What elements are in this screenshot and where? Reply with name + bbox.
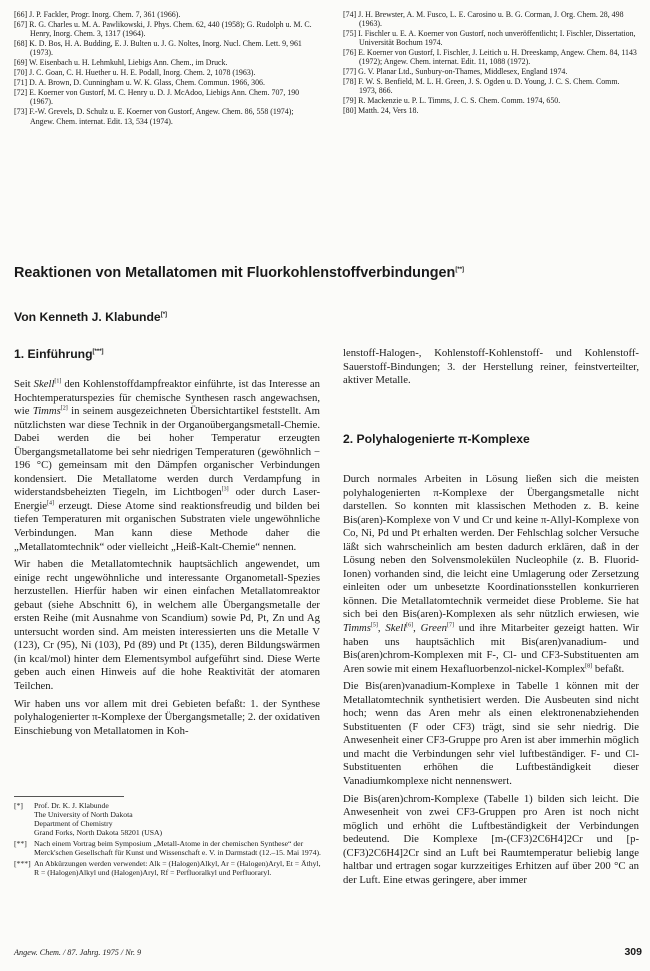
footnote bbox=[14, 801, 322, 837]
reference-entry: [66] J. P. Fackler, Progr. Inorg. Chem. 7, 361 (1966). bbox=[14, 10, 181, 19]
reference-entry: [80] Matth. 24, Vers 18. bbox=[343, 106, 419, 116]
reference-entry: [78] F. W. S. Benfield, M. L. H. Green, J. S. Ogden u. D. Young, J. C. S. Chem. Comm. 1973, 866. bbox=[343, 77, 620, 96]
right-column-continuation bbox=[343, 347, 639, 392]
footnote-text: The University of North Dakota bbox=[34, 810, 133, 819]
reference-entry: [79] R. Mackenzie u. P. L. Timms, J. C. S. Chem. Comm. 1974, 650. bbox=[343, 96, 561, 106]
reference-entry: [70] J. C. Goan, C. H. Huether u. H. E. Podall, Inorg. Chem. 2, 1078 (1963). bbox=[14, 68, 256, 78]
article-title: Reaktionen von Metallatomen mit Fluorkohlenstoffverbindungen[**] bbox=[14, 265, 465, 281]
right-column-text bbox=[343, 473, 639, 891]
footnote-rule bbox=[14, 796, 124, 797]
journal-citation: Angew. Chem. / 87. Jahrg. 1975 / Nr. 9 bbox=[14, 948, 142, 957]
reference-entry: [72] E. Koerner von Gustorf, M. C. Henry u. D. J. McAdoo, Liebigs Ann. Chem. 707, 190 (1967). bbox=[14, 88, 300, 107]
paragraph: Seit Skell[1] den Kohlenstoffdampfreaktor einführte, ist das Interesse an Hochtemperaturspezies für chemische Synthesen rasch angewachsen, wie Timms[2] in seinem ausgezeichneten Übersichtartikel feststellt. Am nützlichsten war diese Technik in der Organoübergangsmetall-Chemie. Dabei werden die bei hoher Temperatur erzeugten Übergangsmetallatome bei sehr niedrigen Temperaturen (gewöhnlich − 196 °C) gemeinsam mit den Dämpfen organischer Verbindungen kondensiert. Die Metallatome werden durch Verdampfung in widerstandsbeheizten Tiegeln, im Lichtbogen[3] oder durch Laser-Energie[4] erzeugt. Diese Atome sind reaktionsfreudig und bilden bei tiefen Temperaturen mit organischen Substraten viele ungewöhnliche Verbindungen. Man kann diese Methode daher die „Metallatomtechnik“ oder vielleicht „Heiß-Kalt-Chemie“ nennen. bbox=[14, 378, 321, 553]
reference-entry: [69] W. Eisenbach u. H. Lehmkuhl, Liebigs Ann. Chem., im Druck. bbox=[14, 58, 228, 68]
reference-entry: [67] R. G. Charles u. M. A. Pawlikowski, J. Phys. Chem. 62, 440 (1958); G. Rudolph u. M. C. Henry, Inorg. Chem. 3, 1317 (1964). bbox=[14, 20, 312, 39]
footnote bbox=[14, 839, 322, 857]
reference-list-left bbox=[14, 10, 319, 127]
footnote-text: An Abkürzungen werden verwendet: Alk = (Halogen)Alkyl, Ar = (Halogen)Aryl, Et = Äthyl, R = (Halogen)Alkyl und (Halogen)Aryl, Rf = Perfluoralkyl und Perfluoraryl. bbox=[34, 859, 321, 877]
paragraph: Wir haben uns vor allem mit drei Gebieten befaßt: 1. der Synthese polyhalogenierter π-Komplexe der Übergangsmetalle; 2. der oxidativen Einschiebung von Metallatomen in Koh- bbox=[14, 697, 320, 737]
reference-entry: [76] E. Koerner von Gustorf, I. Fischler, J. Leitich u. H. Dreeskamp, Angew. Chem. 84, 1143 (1972); Angew. Chem. internat. Edit. 11, 1088 (1972). bbox=[343, 48, 637, 67]
footnote bbox=[14, 859, 322, 877]
footnote-mark: [*] bbox=[14, 801, 23, 810]
paragraph: Wir haben die Metallatomtechnik hauptsächlich angewendet, um einige recht ungewöhnliche und interessante Organometall-Spezies herzustellen. Hierfür haben wir einen einfachen Metallatomreaktor gebaut (siehe Abschnitt 6), in welchem alle Übergangsmetalle der ersten Reihe (mit Ausnahme von Scandium) sowie Pd, Pt, Zn und Ag untersucht worden sind. Am meisten interessierten uns die Metalle V (123), Cr (95), Ni (103), Pd (89) und Pt (135), deren Bildungswärmen (in kcal/mol) hinter dem Elementsymbol aufgeführt sind. Diese Werte geben auch einen Hinweis auf die hohe Reaktivität der atomaren Teilchen. bbox=[14, 558, 320, 693]
reference-entry: [77] G. V. Planar Ltd., Sunbury-on-Thames, Middlesex, England 1974. bbox=[343, 67, 568, 77]
paragraph: Durch normales Arbeiten in Lösung ließen sich die meisten polyhalogenierten π-Komplexe der Übergangsmetalle nicht darstellen. So konnten mit klassischen Methoden z. B. keine Bis(aren)-Komplexe von V und Cr und keine π-Allyl-Komplexe von Co, Ni, Pd und Pt erhalten werden. Der Fehlschlag solcher Versuche läßt sich wahrscheinlich am besten dadurch erklären, daß in der Lösung neben den Solvensmolekülen Nucleophile (z. B. Fluorid-Ionen) vorhanden sind, die leicht eine Umlagerung oder Zersetzung einleiten oder um unbesetzte Koordinationsstellen konkurrieren können. Die Metallatomtechnik vermeidet diese Probleme. Sie hat sich bei den Bis(aren)-Komplexen als sehr nützlich erwiesen, wie Timms[5], Skell[6], Green[7] und ihre Mitarbeiter gezeigt hatten. Wir haben uns hauptsächlich mit Bis(aren)vanadium- und Bis(aren)chrom-Komplexen mit F-, Cl- und CF3-Substituenten am Aren sowie mit einem Hexafluorbenzol-nickel-Komplex[8] befaßt. bbox=[343, 473, 640, 675]
footnote-text: Grand Forks, North Dakota 58201 (USA) bbox=[34, 828, 163, 837]
footnote-mark: [**] bbox=[14, 839, 27, 848]
reference-entry: [68] K. D. Bos, H. A. Budding, E. J. Bulten u. J. G. Noltes, Inorg. Nucl. Chem. Lett. 9, 961 (1973). bbox=[14, 39, 302, 58]
footnote-text: Department of Chemistry bbox=[34, 819, 113, 828]
paragraph: lenstoff-Halogen-, Kohlenstoff-Kohlenstoff- und Kohlenstoff-Sauerstoff-Bindungen; 3. der Herstellung reiner, feinstverteilter, aktiver Metalle. bbox=[343, 347, 639, 387]
author-byline: Von Kenneth J. Klabunde[*] bbox=[14, 310, 168, 324]
footnote-text: Prof. Dr. K. J. Klabunde bbox=[34, 801, 109, 810]
footnote-text: Nach einem Vortrag beim Symposium „Metall-Atome in der chemischen Synthese“ der Merck'schen Gesellschaft für Kunst und Wissenschaft e. V. in Darmstadt (12.–15. Mai 1974). bbox=[34, 839, 321, 857]
reference-entry: [74] J. H. Brewster, A. M. Fusco, L. E. Carosino u. B. G. Corman, J. Org. Chem. 28, 498 (1963). bbox=[343, 10, 624, 29]
page-number: 309 bbox=[624, 946, 642, 958]
reference-entry: [71] D. A. Brown, D. Cunningham u. W. K. Glass, Chem. Commun. 1966, 306. bbox=[14, 78, 265, 88]
reference-entry: [75] I. Fischler u. E. A. Koerner von Gustorf, noch unveröffentlicht; I. Fischler, Dissertation, Universität Bochum 1974. bbox=[343, 29, 636, 48]
left-column-text bbox=[14, 378, 320, 742]
section-heading-introduction: 1. Einführung[***] bbox=[14, 347, 104, 361]
reference-entry: [73] F.-W. Grevels, D. Schulz u. E. Koerner von Gustorf, Angew. Chem. 86, 558 (1974); Angew. Chem. internat. Edit. 13, 534 (1974). bbox=[14, 107, 294, 126]
paragraph: Die Bis(aren)vanadium-Komplexe in Tabelle 1 können mit der Metallatomtechnik synthetisiert werden. Die Ausbeuten sind nicht hoch; wenn das Aren mehr als einen elektronenabziehenden Substituenten (F oder CF3) trägt, sind sie sehr niedrig. Die Anwesenheit einer CF3-Gruppe pro Aren ist aber immerhin möglich und macht die Verbindungen sehr viel luftbeständiger. F- und Cl-Substituenten erhöhen die Luftbeständigkeit dieser Vanadiumkomplexe nicht nennenswert. bbox=[343, 680, 639, 788]
paragraph: Die Bis(aren)chrom-Komplexe (Tabelle 1) bilden sich leicht. Die Anwesenheit von zwei CF3-Gruppen pro Aren ist noch nicht möglich und erhöht die Luftbeständigkeit der Verbindungen bedeutend. Die Komplexe [m-(CF3)2C6H4]2Cr und [p-(CF3)2C6H4]2Cr sind an Luft bei Raumtemperatur beliebig lange haltbar und ertragen sogar kurzzeitiges Erhitzen auf über 200 °C an der Luft. Eine etwas geringere, aber immer bbox=[343, 792, 639, 886]
footnotes bbox=[14, 801, 322, 879]
reference-list-right bbox=[343, 10, 638, 117]
footnote-mark: [***] bbox=[14, 859, 31, 868]
section-heading-polyhalogenated: 2. Polyhalogenierte π-Komplexe bbox=[343, 432, 530, 446]
